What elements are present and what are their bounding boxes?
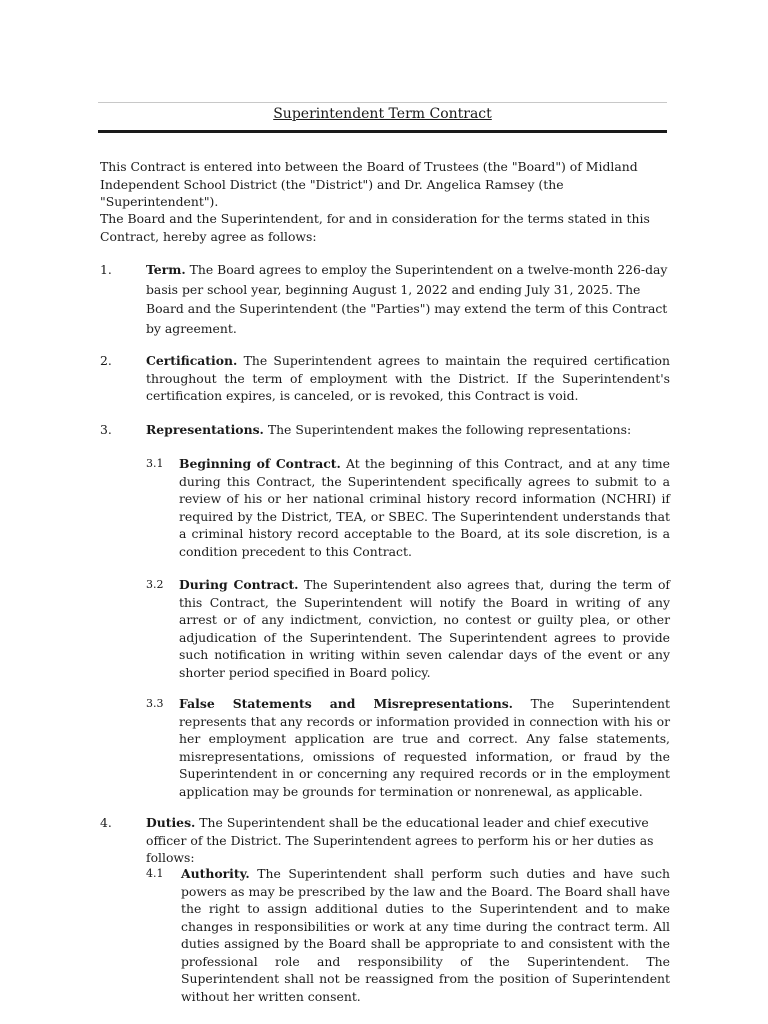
section-term [100, 260, 670, 338]
section-body [146, 814, 670, 867]
section-heading: Duties. [146, 815, 196, 830]
subsection-text: At the beginning of this Contract, and at any time during this Contract, the Superintendent specifically agrees to submit to a review of his or her national criminal history record information (NCHRI) if required by the District, TEA, or SBEC. The Superintendent understands that a criminal history record acceptable to the Board, at its sole discretion, is a condition precedent to this Contract. [179, 456, 670, 559]
section-number: 3. [100, 422, 112, 437]
section-text: The Superintendent makes the following representations: [263, 422, 632, 437]
section-number: 1. [100, 262, 112, 277]
subsection-number: 3.2 [146, 578, 164, 591]
section-number: 4. [100, 815, 112, 830]
section-duties [100, 814, 670, 867]
subsection-body [179, 695, 670, 800]
section-certification [100, 352, 670, 405]
section-text: The Superintendent agrees to maintain the required certification throughout the term of employment with the District. If the Superintendent's certification expires, is canceled, or is revoked, this Contract is void. [146, 353, 670, 403]
subsection-heading: Authority. [181, 866, 250, 881]
subsection-heading: During Contract. [179, 577, 299, 592]
subsection-heading: False Statements and Misrepresentations. [179, 696, 513, 711]
section-heading: Term. [146, 262, 186, 277]
section-heading: Certification. [146, 353, 238, 368]
section-body [146, 260, 670, 338]
subsection-beginning-of-contract [146, 455, 670, 560]
agreement-paragraph: The Board and the Superintendent, for and in consideration for the terms stated in this Contract, hereby agree as follows: [100, 211, 650, 244]
subsection-text: The Superintendent shall perform such duties and have such powers as may be prescribed by the law and the Board. The Board shall have the right to assign additional duties to the Superintendent and to make changes in responsibilities or work at any time during the contract term. All duties assigned by the Board shall be appropriate to and consistent with the professional role and responsibility of the Superintendent. The Superintendent shall not be reassigned from the position of Superintendent without her written consent. [181, 866, 670, 1004]
subsection-body [181, 865, 670, 1005]
subsection-text: The Superintendent also agrees that, during the term of this Contract, the Superintendent will notify the Board in writing of any arrest or of any indictment, conviction, no contest or guilty plea, or other adjudication of the Superintendent. The Superintendent agrees to provide such notification in writing within seven calendar days of the event or any shorter period specified in Board policy. [179, 577, 670, 680]
subsection-false-statements [146, 695, 670, 800]
subsection-number: 3.3 [146, 697, 164, 710]
subsection-body [179, 576, 670, 681]
section-body [146, 352, 670, 405]
top-rule-thin [98, 102, 667, 103]
subsection-text: The Superintendent represents that any records or information provided in connection with his or her employment application are true and correct. Any false statements, misrepresentations, omissions of requested information, or fraud by the Superintendent in or concerning any required records or in the employment application may be grounds for termination or nonrenewal, as applicable. [179, 696, 670, 799]
section-text: The Superintendent shall be the educational leader and chief executive officer of the District. The Superintendent agrees to perform his or her duties as follows: [146, 815, 654, 865]
subsection-during-contract [146, 576, 670, 681]
document-title: Superintendent Term Contract [273, 106, 492, 122]
section-text: The Board agrees to employ the Superintendent on a twelve-month 226-day basis per school year, beginning August 1, 2022 and ending July 31, 2025. The Board and the Superintendent (the "Parties") may extend the term of this Contract by agreement. [146, 262, 668, 336]
section-heading: Representations. [146, 422, 264, 437]
section-representations [100, 421, 670, 439]
intro-paragraph: This Contract is entered into between the Board of Trustees (the "Board") of Midland Independent School District (the "District") and Dr. Angelica Ramsey (the "Superintendent"). [100, 159, 638, 209]
subsection-number: 3.1 [146, 457, 164, 470]
subsection-heading: Beginning of Contract. [179, 456, 341, 471]
subsection-authority [146, 865, 670, 1005]
subsection-number: 4.1 [146, 867, 164, 880]
section-body [146, 421, 670, 439]
title-rule-thick [98, 130, 667, 133]
subsection-body [179, 455, 670, 560]
section-number: 2. [100, 353, 112, 368]
